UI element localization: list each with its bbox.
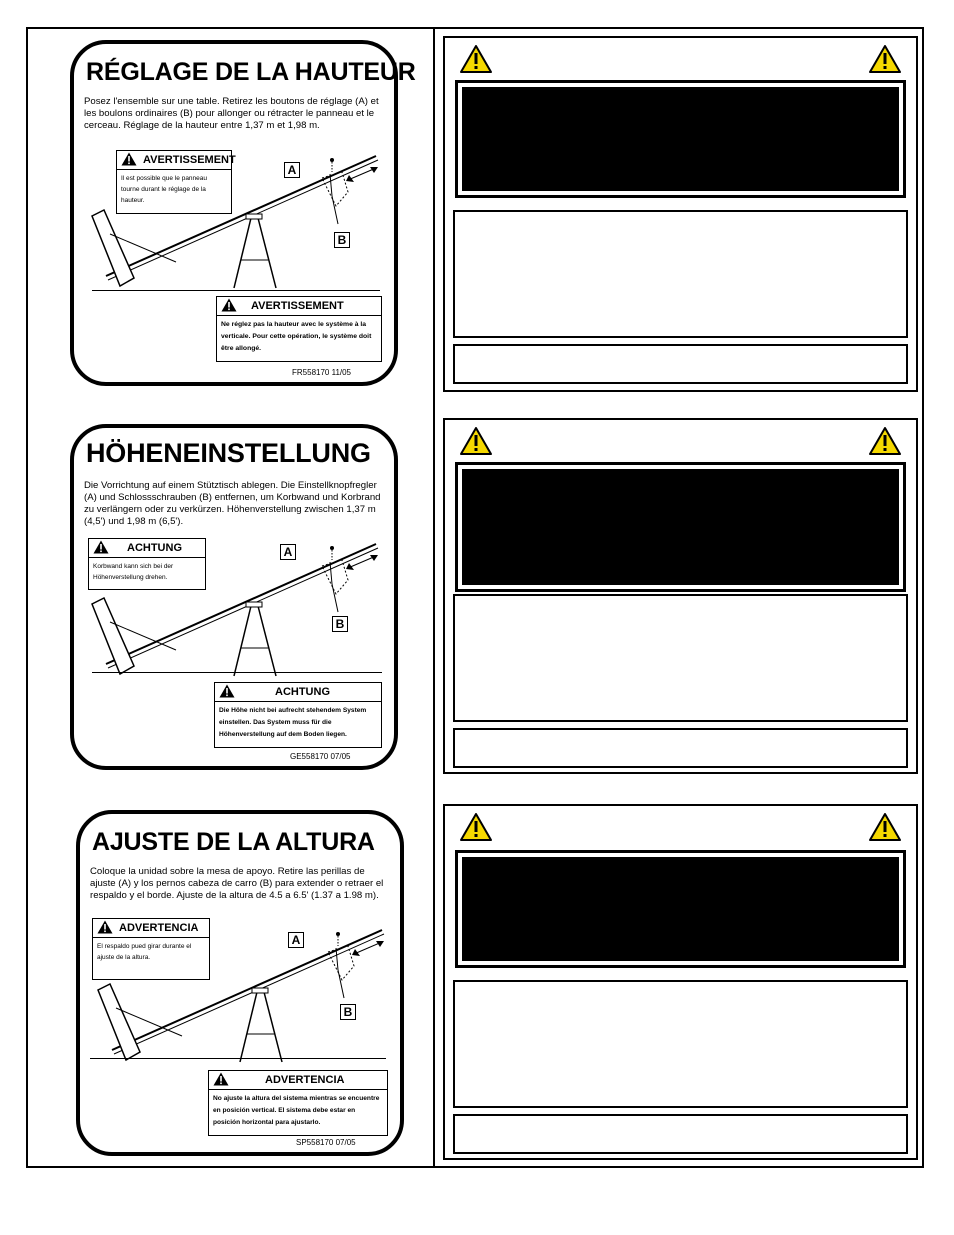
warning-title: ACHTUNG bbox=[275, 686, 330, 698]
label-description: Posez l'ensemble sur une table. Retirez les boutons de réglage (A) et les boulons ordinaires (B) pour allonger ou rétracter le panneau et le cerceau. Réglage de la hauteur entre 1,37 m et 1,98 m. bbox=[84, 96, 379, 131]
warning-title: ACHTUNG bbox=[127, 542, 182, 554]
warning-text-box bbox=[453, 210, 908, 338]
warning-text-box bbox=[453, 980, 908, 1108]
warning-triangle-icon bbox=[219, 684, 235, 701]
warning-box-large bbox=[214, 682, 382, 748]
label-spanish bbox=[76, 810, 404, 1156]
label-description: Die Vorrichtung auf einem Stütztisch ablegen. Die Einstellknopfregler (A) und Schlossschrauben (B) entfernen, um Korbwand und Korbrand zu verlängern oder zu verkürzen. Höhenverstellung zwischen 1,37 m (4,5') und 1,98 m (6,5'). bbox=[84, 480, 381, 527]
tag-a: A bbox=[280, 544, 296, 560]
warning-triangle-icon bbox=[868, 426, 902, 461]
column-divider bbox=[433, 27, 435, 1168]
label-german bbox=[70, 424, 398, 770]
warning-panel-2 bbox=[443, 418, 918, 774]
warning-footer-box bbox=[453, 1114, 908, 1154]
tag-b: B bbox=[340, 1004, 356, 1020]
warning-triangle-icon bbox=[868, 812, 902, 847]
warning-text: Il est possible que le panneau tourne durant le réglage de la hauteur. bbox=[121, 175, 208, 204]
signal-word-banner bbox=[455, 462, 906, 592]
label-code: FR558170 11/05 bbox=[292, 368, 352, 377]
warning-text: Die Höhe nicht bei aufrecht stehendem System einstellen. Das System muss für die Höhenverstellung auf dem Boden liegen. bbox=[219, 707, 367, 738]
warning-footer-box bbox=[453, 728, 908, 768]
warning-triangle-icon bbox=[221, 298, 237, 315]
warning-triangle-icon bbox=[868, 44, 902, 79]
tag-a: A bbox=[284, 162, 300, 178]
label-code: GE558170 07/05 bbox=[290, 752, 351, 761]
warning-text-box bbox=[453, 594, 908, 722]
label-description: Coloque la unidad sobre la mesa de apoyo. Retire las perillas de ajuste (A) y los pernos cabeza de carro (B) para extender o retraer el respaldo y el borde. Ajuste de la altura de 4.5 a 6.5' (1.37 a 1.98 m). bbox=[90, 866, 384, 901]
warning-text: El respaldo pued girar durante el ajuste de la altura. bbox=[97, 943, 192, 961]
warning-panel-3 bbox=[443, 804, 918, 1160]
warning-title: AVERTISSEMENT bbox=[143, 154, 236, 166]
warning-box-large bbox=[216, 296, 382, 362]
separator bbox=[92, 290, 380, 291]
height-adjust-illustration bbox=[86, 538, 386, 678]
warning-text: Korbwand kann sich bei der Höhenverstellung drehen. bbox=[93, 563, 174, 581]
warning-triangle-icon bbox=[459, 812, 493, 847]
label-title: AJUSTE DE LA ALTURA bbox=[92, 828, 375, 856]
warning-title: AVERTISSEMENT bbox=[251, 300, 344, 312]
label-title: RÉGLAGE DE LA HAUTEUR bbox=[86, 58, 416, 86]
label-title: HÖHENEINSTELLUNG bbox=[86, 438, 371, 468]
label-french bbox=[70, 40, 416, 386]
warning-footer-box bbox=[453, 344, 908, 384]
tag-b: B bbox=[332, 616, 348, 632]
warning-text: Ne réglez pas la hauteur avec le système à la verticale. Pour cette opération, le système doit être allongé. bbox=[221, 321, 372, 352]
tag-b: B bbox=[334, 232, 350, 248]
signal-word-banner bbox=[455, 80, 906, 198]
warning-triangle-icon bbox=[213, 1072, 229, 1089]
signal-word-banner bbox=[455, 850, 906, 968]
separator bbox=[92, 672, 382, 673]
warning-text: No ajuste la altura del sistema mientras se encuentre en posición vertical. El sistema debe estar en posición horizontal para ajustarlo. bbox=[213, 1095, 380, 1126]
warning-title: ADVERTENCIA bbox=[119, 922, 199, 934]
warning-title: ADVERTENCIA bbox=[265, 1074, 345, 1086]
separator bbox=[90, 1058, 386, 1059]
tag-a: A bbox=[288, 932, 304, 948]
warning-box-large bbox=[208, 1070, 388, 1136]
warning-panel-1 bbox=[443, 36, 918, 392]
height-adjust-illustration bbox=[92, 924, 392, 1064]
warning-triangle-icon bbox=[459, 44, 493, 79]
height-adjust-illustration bbox=[86, 150, 386, 290]
label-code: SP558170 07/05 bbox=[296, 1138, 356, 1147]
warning-triangle-icon bbox=[459, 426, 493, 461]
